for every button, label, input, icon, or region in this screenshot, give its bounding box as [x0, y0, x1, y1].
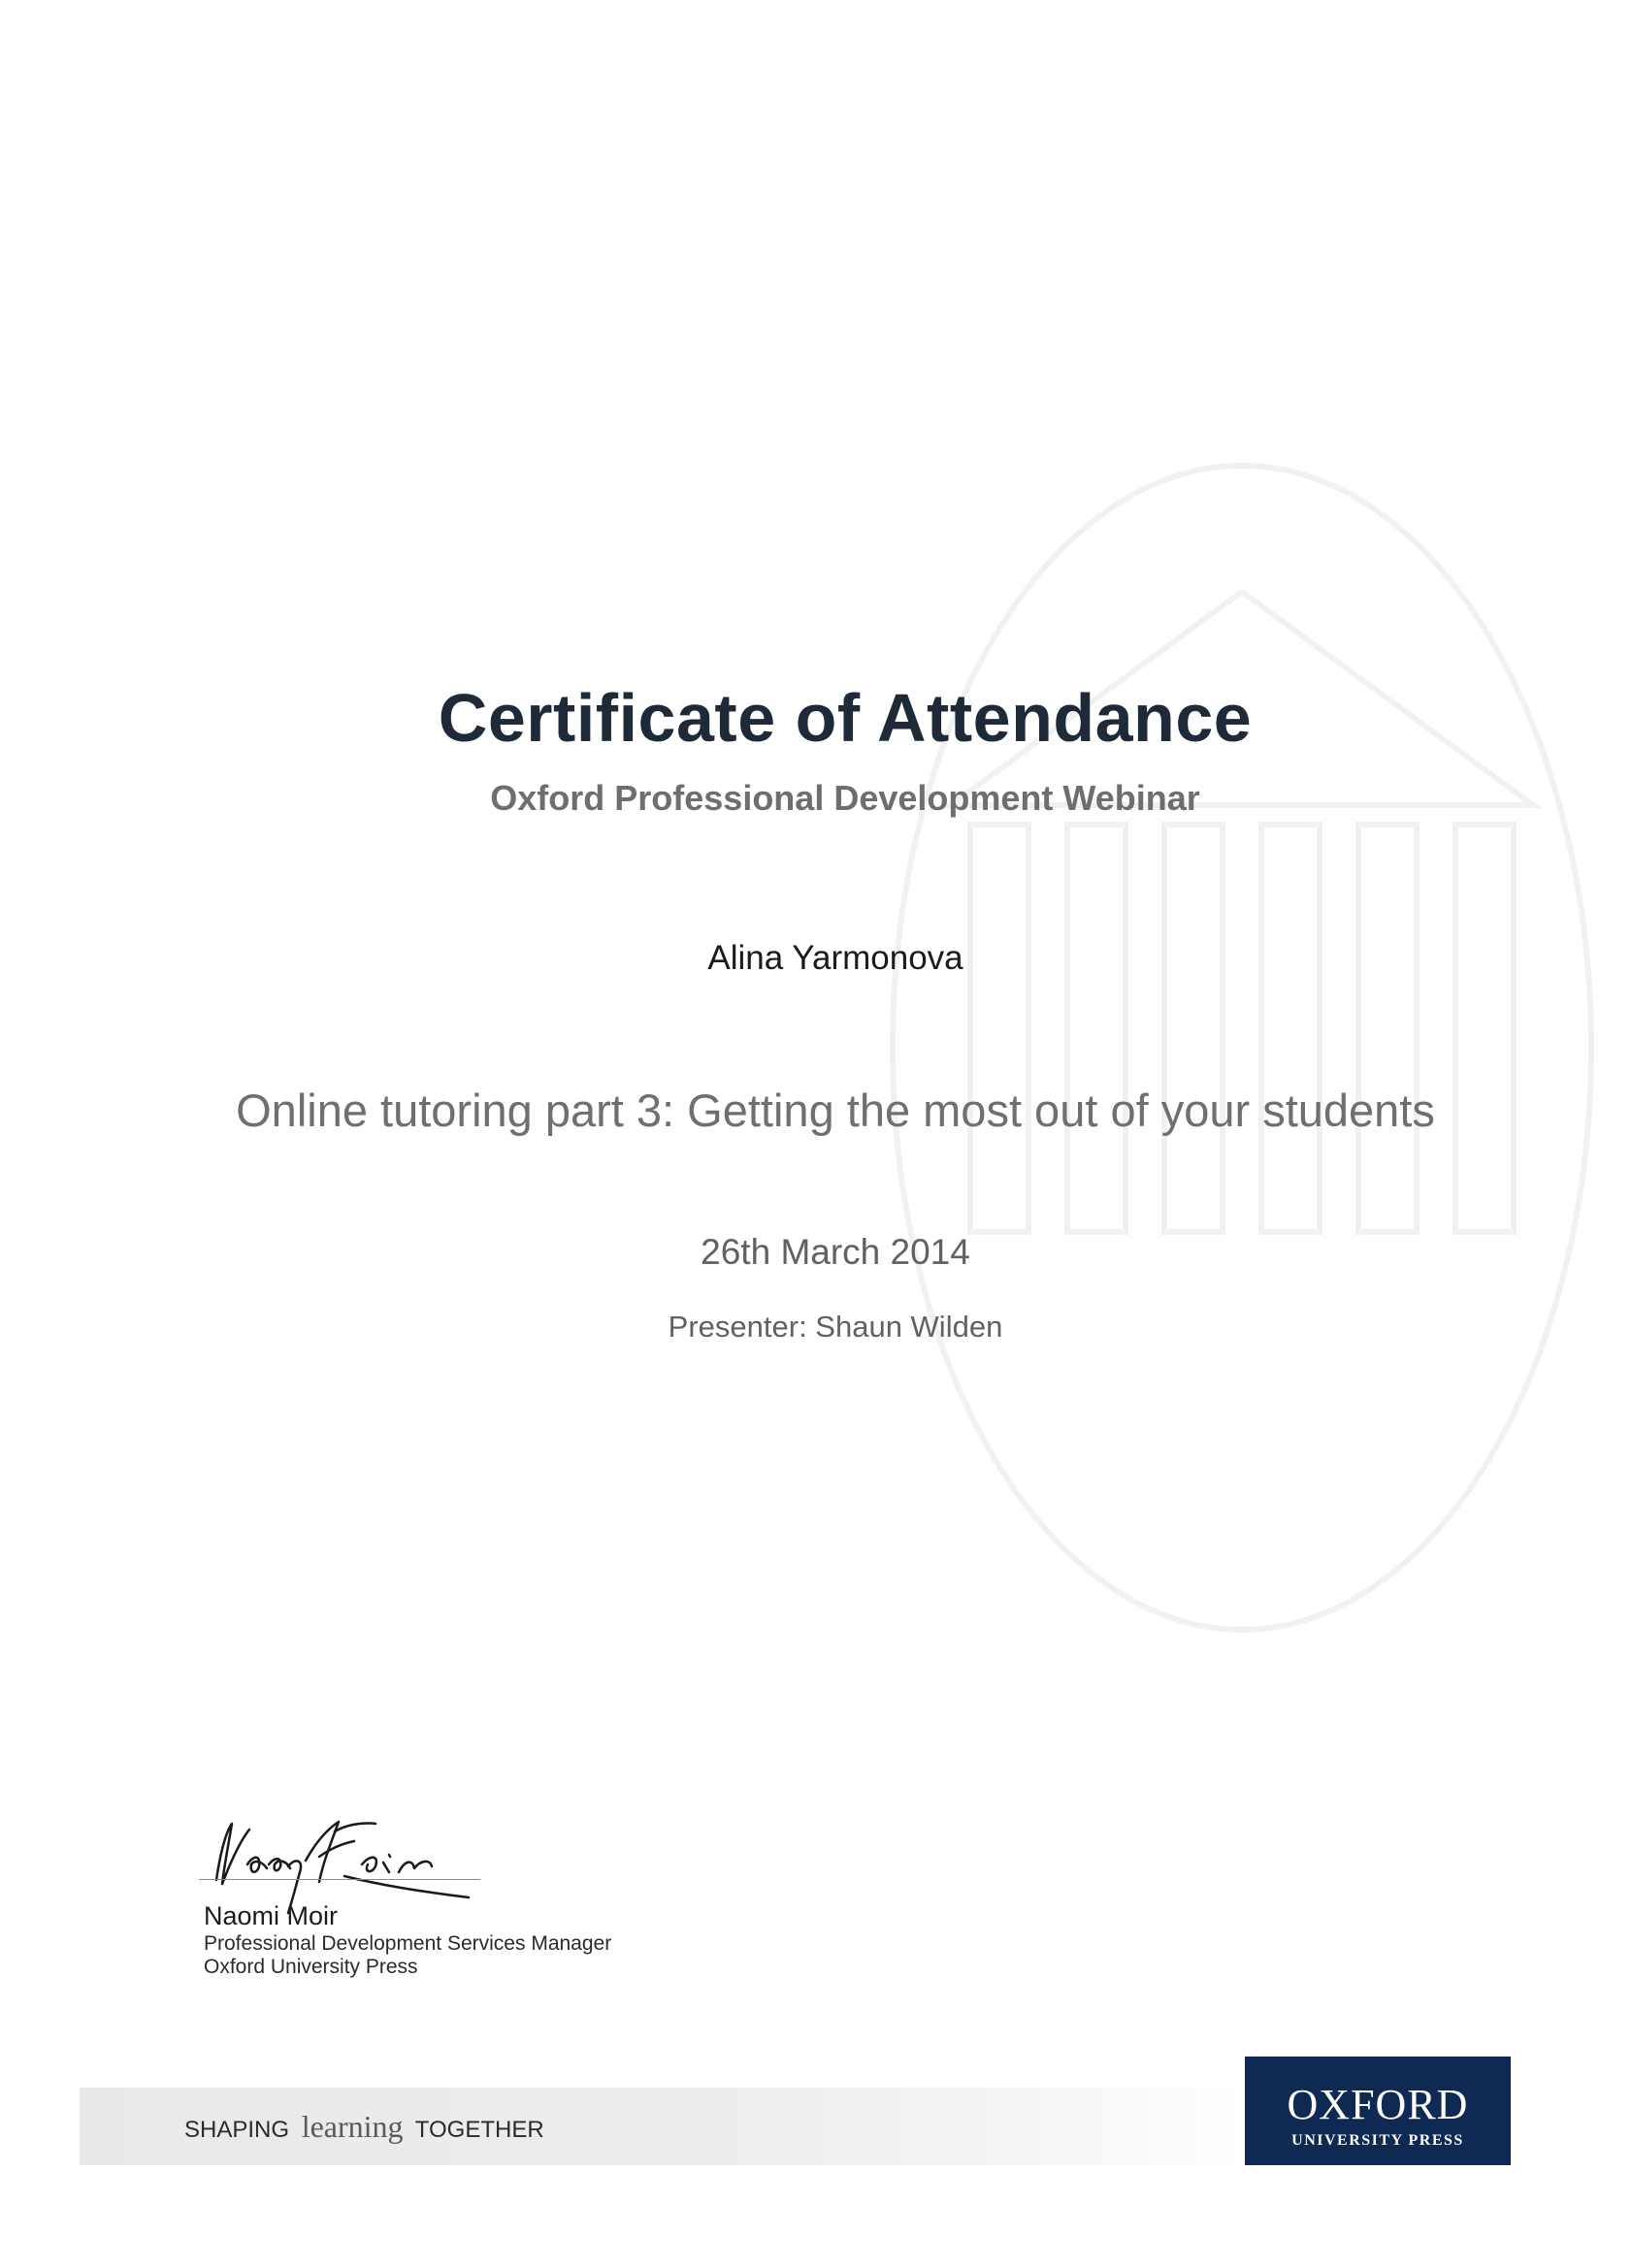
tagline-learning: learning — [301, 2109, 404, 2144]
signature-line — [199, 1879, 480, 1880]
signer-name: Naomi Moir — [204, 1901, 339, 1930]
tagline-together: TOGETHER — [414, 2117, 544, 2143]
crest-watermark — [854, 417, 1630, 1678]
recipient-name: Alina Yarmonova — [707, 939, 963, 977]
footer-tagline — [184, 2109, 544, 2145]
signer-organization: Oxford University Press — [204, 1956, 418, 1978]
signer-role: Professional Development Services Manager — [204, 1932, 612, 1955]
certificate-subtitle: Oxford Professional Development Webinar — [490, 778, 1200, 818]
logo-university-press-text: UNIVERSITY PRESS — [1291, 2132, 1464, 2149]
presenter-line: Presenter: Shaun Wilden — [668, 1310, 1003, 1344]
oxford-logo — [1245, 2057, 1511, 2165]
event-date: 26th March 2014 — [701, 1232, 970, 1272]
certificate-title: Certificate of Attendance — [438, 680, 1253, 756]
tagline-shaping: SHAPING — [184, 2117, 290, 2143]
course-title: Online tutoring part 3: Getting the most out of your students — [236, 1085, 1435, 1136]
logo-oxford-text: OXFORD — [1287, 2081, 1469, 2128]
